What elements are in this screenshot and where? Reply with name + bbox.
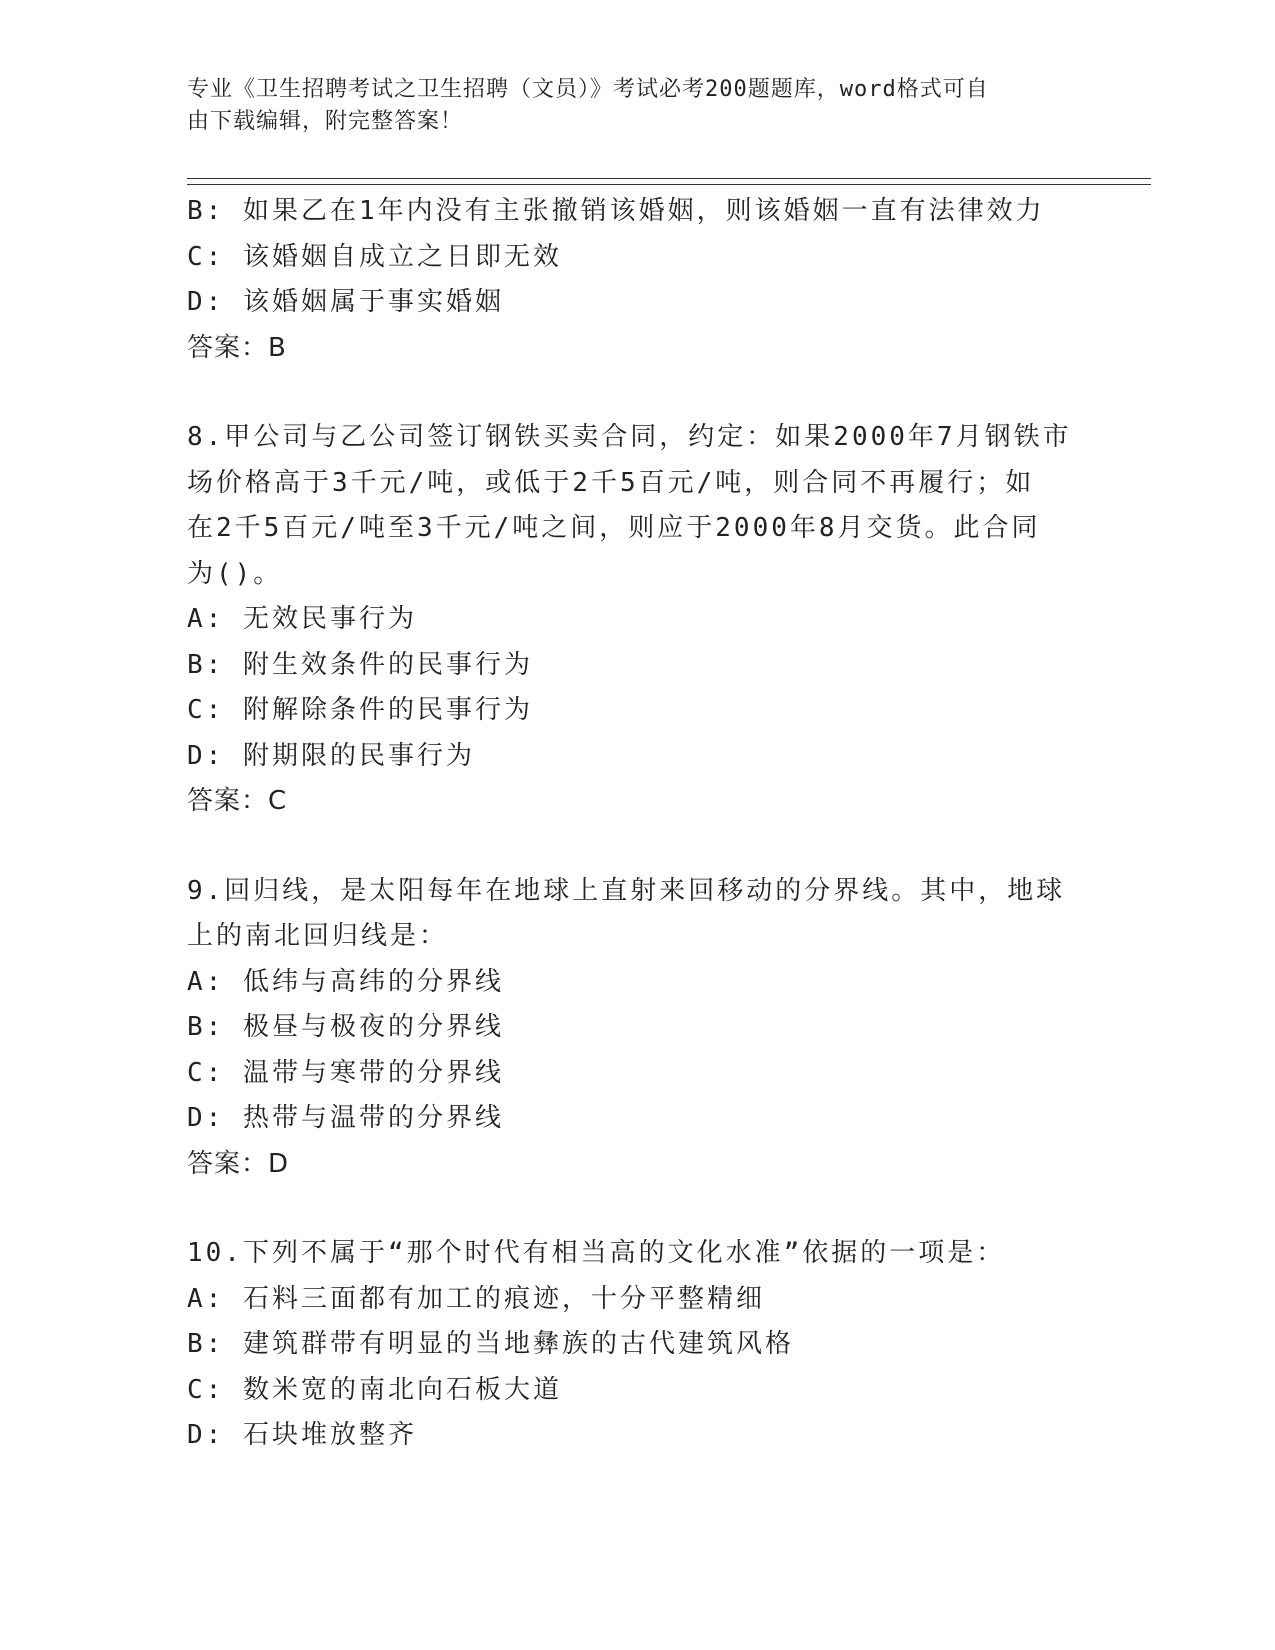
- header-line-1: 专业《卫生招聘考试之卫生招聘（文员）》考试必考200题题库，word格式可自: [187, 77, 989, 102]
- document-body: [187, 189, 1087, 1459]
- option-d: D: 石块堆放整齐: [187, 1420, 417, 1450]
- option-c: C: 该婚姻自成立之日即无效: [187, 241, 562, 272]
- option-b: B: 建筑群带有明显的当地彝族的古代建筑风格: [187, 1329, 794, 1359]
- question-10: [187, 1231, 1087, 1459]
- spacer: [187, 1187, 1087, 1231]
- option-d: D: 热带与温带的分界线: [187, 1103, 504, 1133]
- question-stem-line: 为()。: [187, 558, 283, 589]
- answer-line: 答案：B: [187, 332, 287, 363]
- header-line-2: 由下载编辑，附完整答案！: [187, 109, 464, 134]
- option-c: C: 数米宽的南北向石板大道: [187, 1374, 562, 1405]
- question-8: [187, 415, 1087, 825]
- question-stem-line: 上的南北回归线是：: [187, 921, 449, 951]
- option-c: C: 温带与寒带的分界线: [187, 1057, 504, 1088]
- spacer: [187, 371, 1087, 415]
- option-b: B: 如果乙在1年内没有主张撤销该婚姻，则该婚姻一直有法律效力: [187, 196, 1045, 226]
- option-b: B: 极昼与极夜的分界线: [187, 1012, 504, 1042]
- answer-line: 答案：D: [187, 1148, 290, 1179]
- question-stem-line: 10.下列不属于“那个时代有相当高的文化水准”依据的一项是：: [187, 1238, 1006, 1268]
- spacer: [187, 825, 1087, 869]
- question-9: [187, 869, 1087, 1188]
- question-stem-line: 在2千5百元/吨至3千元/吨之间，则应于2000年8月交货。此合同: [187, 513, 1041, 543]
- answer-line: 答案：C: [187, 786, 288, 816]
- option-b: B: 附生效条件的民事行为: [187, 649, 533, 680]
- question-stem-line: 8.甲公司与乙公司签订钢铁买卖合同，约定：如果2000年7月钢铁市: [187, 422, 1072, 452]
- header-divider-top: [187, 178, 1151, 179]
- question-stem-line: 9.回归线，是太阳每年在地球上直射来回移动的分界线。其中，地球: [187, 875, 1066, 906]
- question-stem-line: 场价格高于3千元/吨，或低于2千5百元/吨，则合同不再履行；如: [187, 467, 1035, 498]
- option-d: D: 附期限的民事行为: [187, 740, 475, 771]
- question-7-continued: [187, 189, 1087, 371]
- header-divider-bottom: [187, 184, 1151, 185]
- option-c: C: 附解除条件的民事行为: [187, 695, 533, 725]
- option-a: A: 无效民事行为: [187, 604, 417, 634]
- option-a: A: 低纬与高纬的分界线: [187, 966, 504, 997]
- option-d: D: 该婚姻属于事实婚姻: [187, 287, 504, 317]
- document-header: [187, 74, 1067, 138]
- option-a: A: 石料三面都有加工的痕迹，十分平整精细: [187, 1283, 765, 1314]
